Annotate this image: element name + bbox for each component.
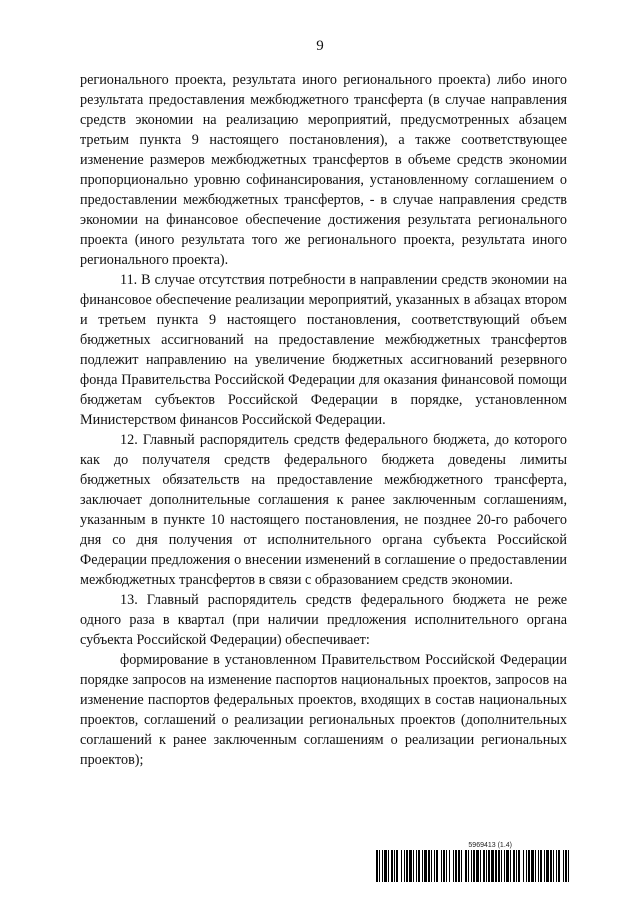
paragraph-11: 11. В случае отсутствия потребности в направлении средств экономии на финансовое обеспечение реализации мероприятий, указанных в абзацах втором и третьем пункта 9 настоящего постановления, соответствующий объем бюджетных ассигнований на предоставление межбюджетных трансфертов подлежит направлению на увеличение бюджетных ассигнований резервного фонда Правительства Российской Федерации для оказания финансовой помощи бюджетам субъектов Российской Федерации в порядке, установленном Министерством финансов Российской Федерации.	[80, 272, 567, 428]
paragraph-continuation: регионального проекта, результата иного регионального проекта) либо иного результата предоставления межбюджетного трансферта (в случае направления средств экономии на реализацию мероприятий, предусмотренных абзацем третьим пункта 9 настоящего постановления), а также соответствующее изменение размеров межбюджетных трансфертов в объеме средств экономии пропорционально уровню софинансирования, установленному соглашением о предоставлении межбюджетных трансфертов, - в случае направления средств экономии на финансовое обеспечение достижения результата регионального проекта (иного результата того же регионального проекта, результата иного регионального проекта).	[80, 72, 567, 268]
barcode-stripe	[569, 850, 571, 882]
barcode-icon	[376, 850, 572, 882]
paragraph-12: 12. Главный распорядитель средств федерального бюджета, до которого как до получателя средств федерального бюджета доведены лимиты бюджетных обязательств на предоставление межбюджетного трансферта, заключает дополнительные соглашения к ранее заключенным соглашениям, указанным в пункте 10 настоящего постановления, не позднее 20-го рабочего дня со дня получения от исполнительного органа субъекта Российской Федерации предложения о внесении изменений в соглашение о предоставлении межбюджетных трансфертов в связи с образованием средств экономии.	[80, 432, 567, 588]
paragraph-13: 13. Главный распорядитель средств федерального бюджета не реже одного раза в квартал (при наличии предложения исполнительного органа субъекта Российской Федерации) обеспечивает:	[80, 592, 567, 648]
page-number: 9	[316, 38, 324, 54]
barcode-label: 5969413 (1.4)	[468, 842, 512, 849]
document-body	[80, 70, 567, 770]
paragraph-13-item: формирование в установленном Правительством Российской Федерации порядке запросов на изменение паспортов национальных проектов, запросов на изменение паспортов федеральных проектов, входящих в состав национальных проектов, соглашений о реализации региональных проектов (дополнительных соглашений к ранее заключенным соглашениям о реализации региональных проектов);	[80, 652, 567, 768]
document-barcode	[376, 841, 572, 882]
